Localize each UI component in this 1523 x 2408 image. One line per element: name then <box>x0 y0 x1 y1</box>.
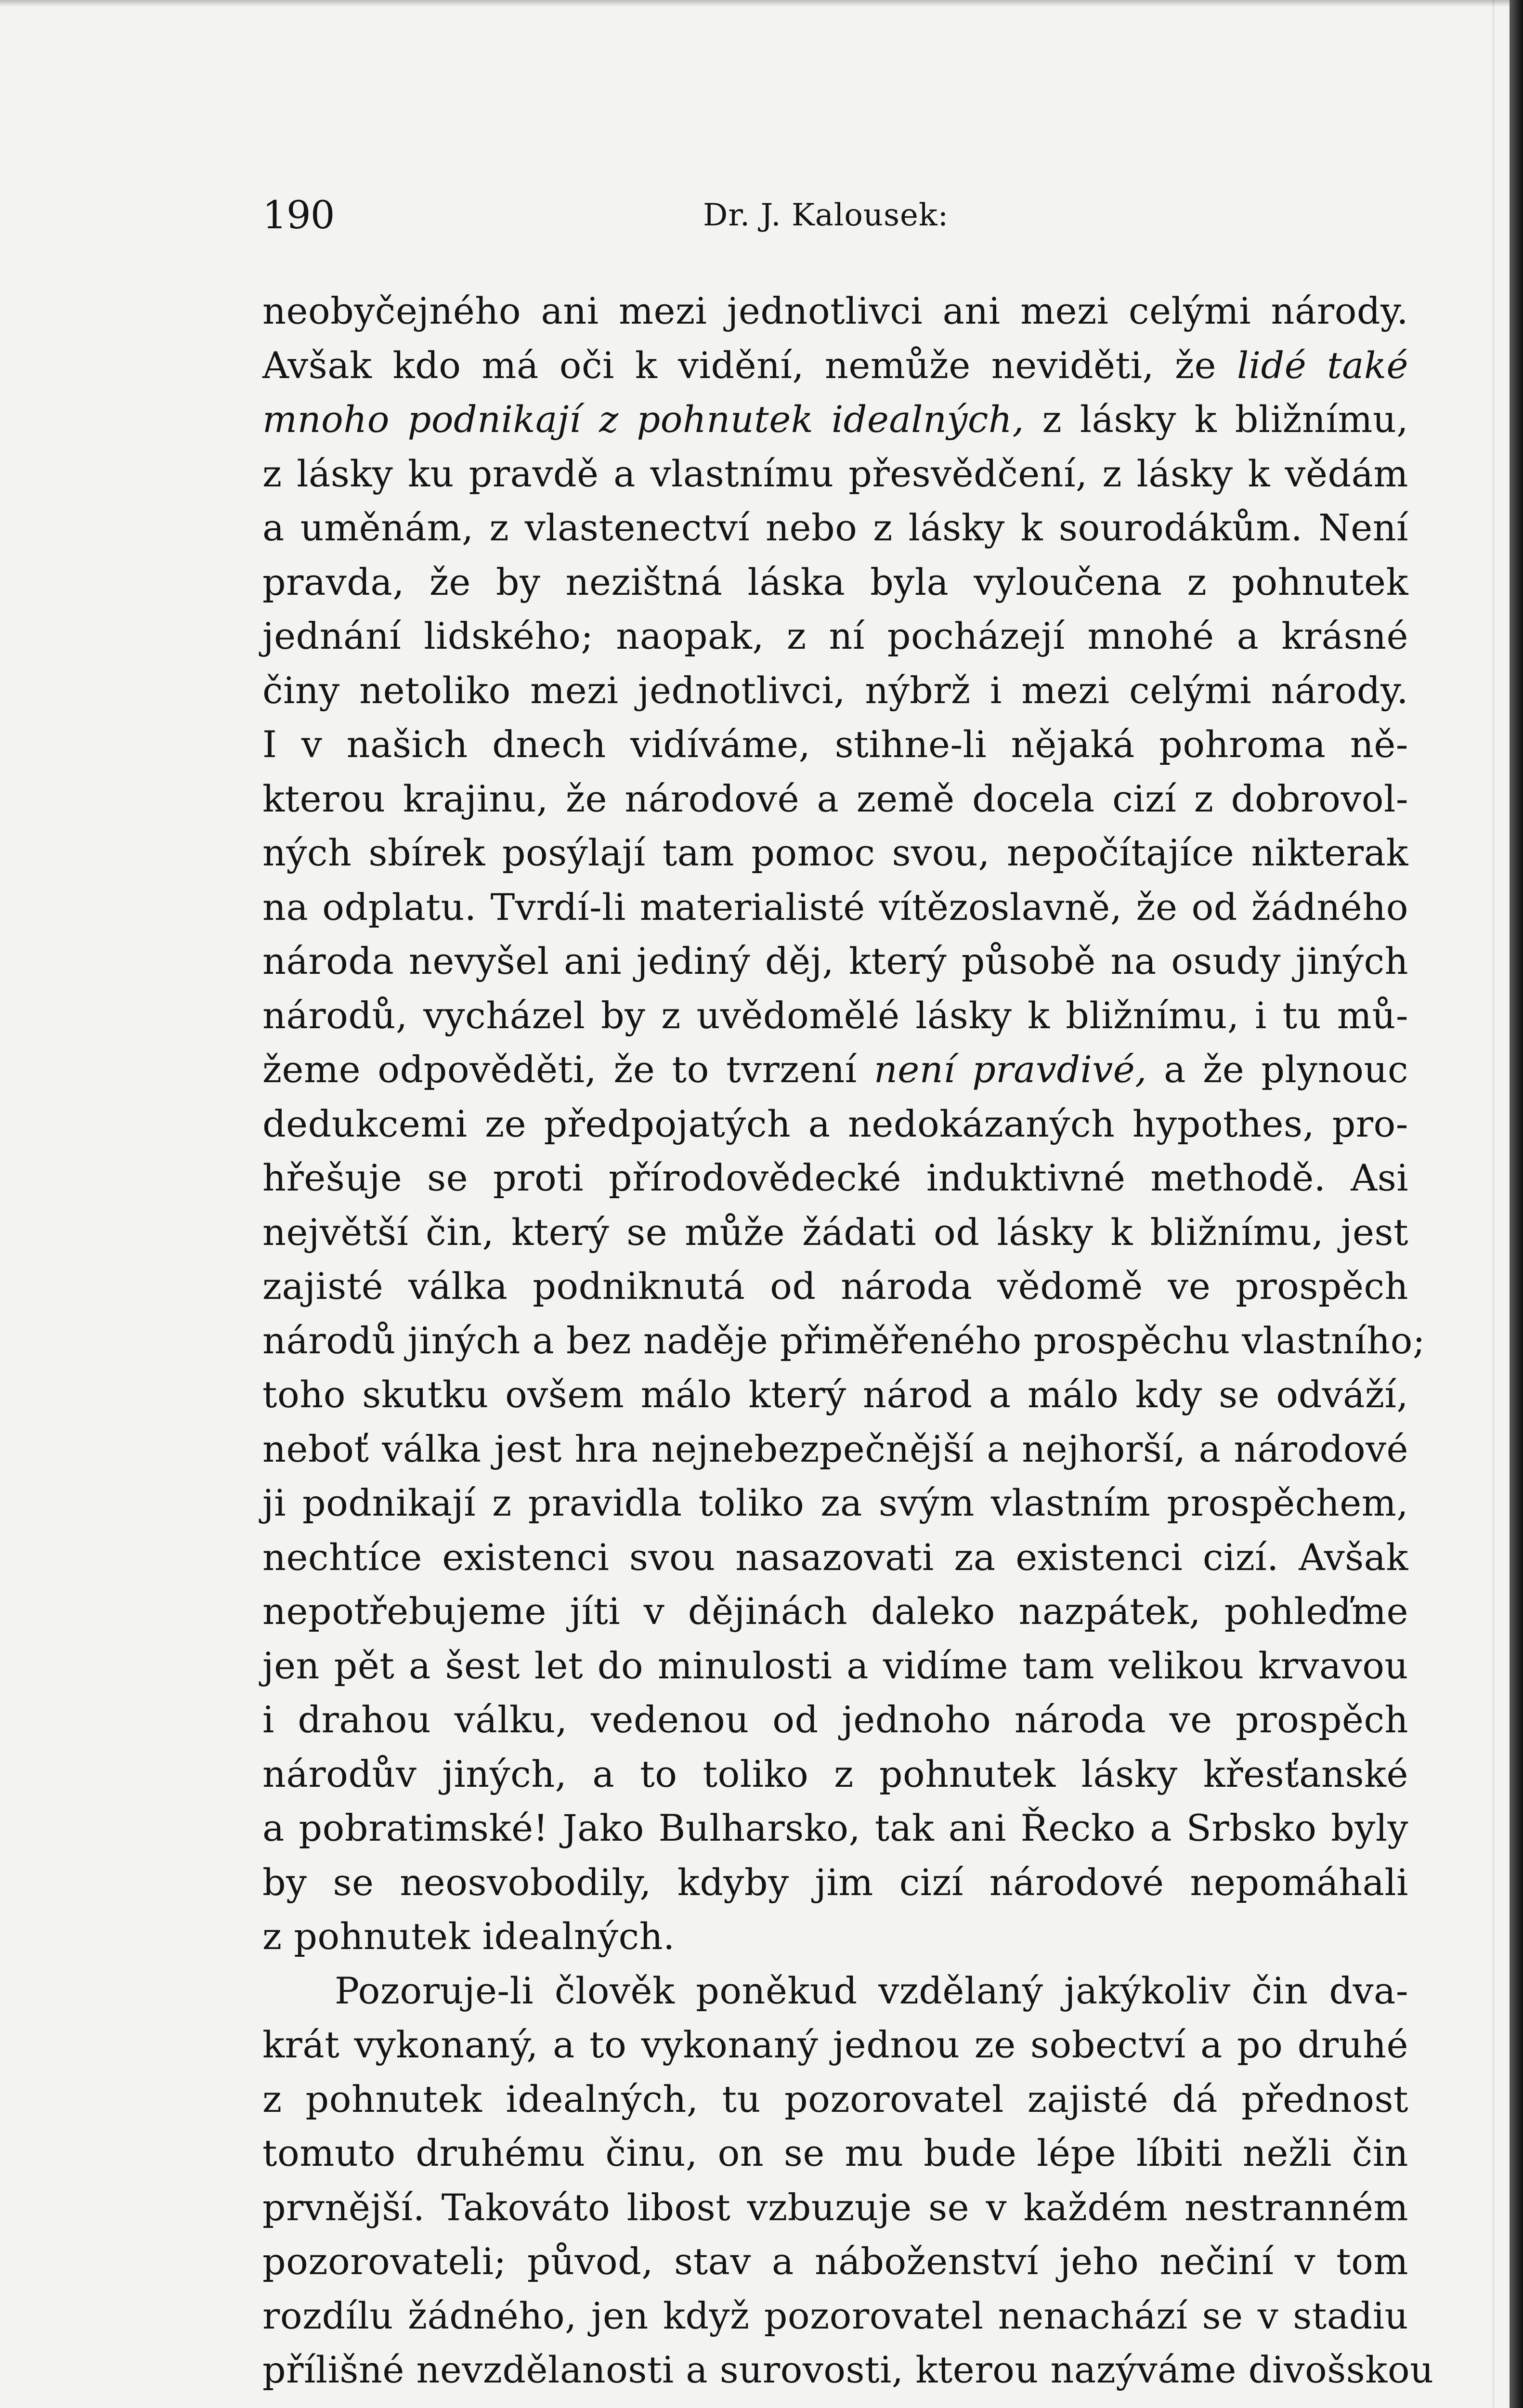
text-line <box>262 2126 1408 2181</box>
text-line <box>262 501 1408 555</box>
text-line <box>262 609 1408 664</box>
emphasis-text: není pravdivé, <box>873 1048 1147 1091</box>
line-text: jen pět a šest let do minulosti a vidíme tam velikou krvavou <box>262 1644 1408 1687</box>
line-text: dedukcemi ze předpojatých a nedokázaných hypothes, pro- <box>262 1102 1408 1145</box>
line-text: ji podnikají z pravidla toliko za svým vlastním prospěchem, <box>262 1481 1408 1524</box>
text-line <box>262 1910 1408 1964</box>
text-line <box>262 1151 1408 1205</box>
line-text: kterou krajinu, že národové a země docela cizí z dobrovol- <box>262 777 1408 820</box>
text-line <box>262 1747 1408 1802</box>
text-line <box>262 2072 1408 2127</box>
text-line <box>262 2181 1408 2235</box>
scan-gutter-shadow <box>1493 0 1494 2408</box>
text-line <box>262 1531 1408 1585</box>
text-line <box>262 2235 1408 2289</box>
emphasis-text: mnoho podnikají z pohnutek idealných, <box>262 398 1025 441</box>
page-number: 190 <box>262 193 335 237</box>
text-line <box>262 2343 1434 2397</box>
line-text: a pobratimské! Jako Bulharsko, tak ani Řecko a Srbsko byly <box>262 1806 1408 1849</box>
line-text: žeme odpověděti, že to tvrzení <box>262 1048 874 1091</box>
line-text: národův jiných, a to toliko z pohnutek lásky křesťanské <box>262 1752 1408 1795</box>
text-line <box>262 1584 1408 1639</box>
text-line <box>262 2018 1408 2072</box>
text-line <box>262 2289 1408 2343</box>
text-line <box>262 1097 1408 1152</box>
text-line <box>262 1043 1408 1097</box>
line-text: Avšak kdo má oči k vidění, nemůže neviděti, že <box>262 343 1237 387</box>
text-line <box>262 1639 1408 1693</box>
body-text <box>262 284 1434 2397</box>
line-text: a že plynouc <box>1146 1048 1408 1091</box>
line-text: národa nevyšel ani jediný děj, který působě na osudy jiných <box>262 940 1408 982</box>
line-text: nechtíce existenci svou nasazovati za existenci cizí. Avšak <box>262 1535 1408 1579</box>
text-line <box>262 1368 1408 1422</box>
text-line <box>262 393 1408 447</box>
text-line <box>262 880 1408 935</box>
line-text: a uměnám, z vlastenectví nebo z lásky k sourodákům. Není <box>262 506 1408 549</box>
line-text: na odplatu. Tvrdí-li materialisté vítězoslavně, že od žádného <box>262 885 1408 929</box>
line-text: přílišné nevzdělanosti a surovosti, kterou nazýváme divošskou <box>262 2348 1434 2391</box>
page-header <box>262 193 1408 246</box>
line-text: z pohnutek idealných, tu pozorovatel zajisté dá přednost <box>262 2077 1408 2120</box>
line-text: z lásky k bližnímu, <box>1024 398 1408 441</box>
line-text: činy netoliko mezi jednotlivci, nýbrž i mezi celými národy. <box>262 668 1408 712</box>
line-text: pozorovateli; původ, stav a náboženství jeho nečiní v tom <box>262 2240 1408 2283</box>
line-text: pravda, že by nezištná láska byla vyloučena z pohnutek <box>262 560 1408 603</box>
text-line <box>262 826 1408 880</box>
text-line <box>262 1693 1408 1747</box>
text-line <box>262 1205 1408 1260</box>
text-line <box>262 772 1408 826</box>
line-text: neobyčejného ani mezi jednotlivci ani mezi celými národy. <box>262 289 1408 332</box>
line-text: tomuto druhému činu, on se mu bude lépe líbiti nežli čin <box>262 2132 1408 2174</box>
text-line <box>262 284 1408 339</box>
line-text: krát vykonaný, a to vykonaný jednou ze sobectví a po druhé <box>262 2023 1408 2066</box>
line-text: ných sbírek posýlají tam pomoc svou, nepočítajíce nikterak <box>262 831 1408 874</box>
text-line <box>262 339 1408 393</box>
line-text: toho skutku ovšem málo který národ a málo kdy se odváží, <box>262 1373 1408 1416</box>
text-line <box>262 1801 1408 1856</box>
line-text: I v našich dnech vidíváme, stihne-li nějaká pohroma ně- <box>262 723 1408 766</box>
line-text: z pohnutek idealných. <box>262 1915 675 1958</box>
text-line <box>262 934 1408 989</box>
line-text: rozdílu žádného, jen když pozorovatel nenachází se v stadiu <box>262 2294 1408 2337</box>
line-text: zajisté válka podniknutá od národa vědomě ve prospěch <box>262 1265 1408 1308</box>
text-line <box>262 447 1408 501</box>
scan-right-edge <box>1510 0 1523 2408</box>
text-line <box>262 1476 1408 1531</box>
line-text: neboť válka jest hra nejnebezpečnější a nejhorší, a národové <box>262 1427 1408 1470</box>
text-line <box>262 1422 1408 1477</box>
emphasis-text: lidé také <box>1237 343 1408 387</box>
line-text: národů, vycházel by z uvědomělé lásky k bližnímu, i tu mů- <box>262 994 1408 1037</box>
line-text: hřešuje se proti přírodovědecké induktivné methodě. Asi <box>262 1156 1408 1199</box>
line-text: jednání lidského; naopak, z ní pocházejí mnohé a krásné <box>262 615 1408 657</box>
line-text: největší čin, který se může žádati od lásky k bližnímu, jest <box>262 1210 1408 1254</box>
line-text: nepotřebujeme jíti v dějinách daleko nazpátek, pohleďme <box>262 1590 1408 1633</box>
text-line <box>262 664 1408 718</box>
text-line <box>262 1964 1408 2018</box>
line-text: prvnější. Takováto libost vzbuzuje se v každém nestranném <box>262 2186 1408 2229</box>
line-text: by se neosvobodily, kdyby jim cizí národové nepomáhali <box>262 1860 1408 1904</box>
line-text: i drahou válku, vedenou od jednoho národa ve prospěch <box>262 1698 1408 1741</box>
text-line <box>262 718 1408 772</box>
text-line <box>262 555 1408 610</box>
line-text: Pozoruje-li člověk poněkud vzdělaný jakýkoliv čin dva- <box>335 1969 1408 2012</box>
line-text: národů jiných a bez naděje přiměřeného prospěchu vlastního; <box>262 1319 1425 1362</box>
text-line <box>262 1314 1425 1368</box>
running-head: Dr. J. Kalousek: <box>703 197 949 233</box>
text-line <box>262 1259 1408 1314</box>
text-line <box>262 989 1408 1043</box>
line-text: z lásky ku pravdě a vlastnímu přesvědčení, z lásky k vědám <box>262 452 1408 495</box>
text-line <box>262 1856 1408 1910</box>
scan-top-edge <box>0 0 1523 7</box>
